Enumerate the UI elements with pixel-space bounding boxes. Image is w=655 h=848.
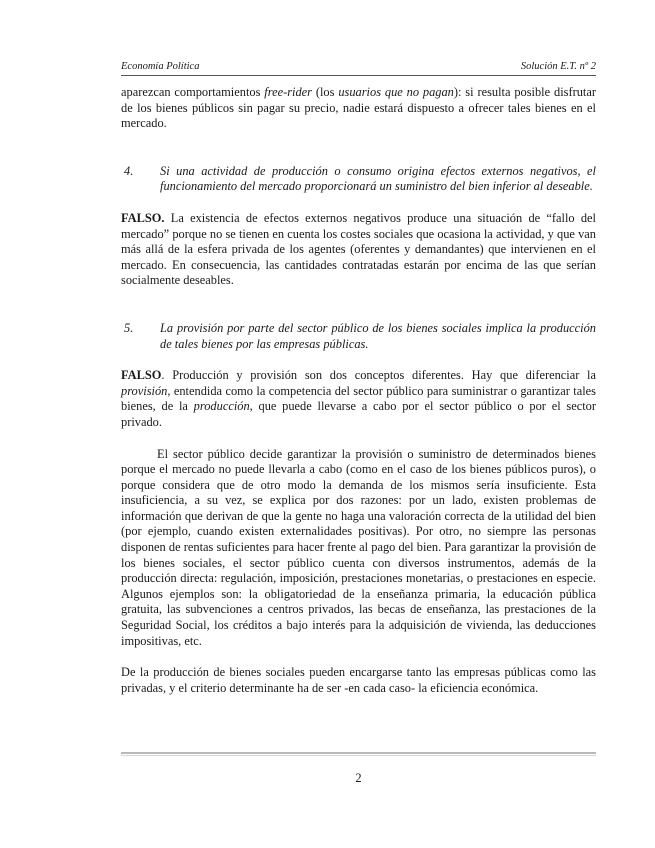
intro-paragraph — [121, 85, 596, 132]
intro-term-free-rider: free-rider — [264, 85, 312, 99]
q5-term-produccion: producción — [193, 399, 250, 414]
question-4-statement — [121, 164, 596, 195]
document-body — [121, 85, 596, 696]
intro-text-3: ): si resulta posible disfrutar de los bienes públicos sin pagar su precio, nadie estará dispuesto a ofrecer tales bienes en el mercado. — [121, 85, 596, 131]
q5-term-provision: provisión — [121, 383, 168, 398]
footer-rule-light — [121, 755, 596, 756]
question-5-verdict: FALSO — [121, 368, 162, 383]
question-4-text: Si una actividad de producción o consumo origina efectos externos negativos, el funcionamiento del mercado proporcionará un suministro del bien inferior al deseable. — [160, 163, 596, 194]
question-4-answer — [121, 211, 596, 289]
q5-answer-text-1: . Producción y provisión son dos conceptos diferentes. Hay que diferenciar la — [161, 368, 596, 383]
question-5-number: 5. — [124, 320, 134, 335]
intro-text-1: aparezcan comportamientos — [121, 85, 265, 99]
question-5-answer — [121, 368, 596, 430]
header-solution-label: Solución E.T. nº 2 — [520, 61, 596, 72]
question-4-verdict: FALSO. — [121, 210, 165, 225]
question-5-paragraph-2: El sector público decide garantizar la provisión o suministro de determinados bienes porque el mercado no puede llevarla a cabo (como en el caso de los bienes públicos puros), o porque considera que de otro modo la demanda de los mismos sería insuficiente. Esta insuficiencia, a su vez, se explica por dos razones: por un lado, existen problemas de información que derivan de que la gente no haga una valoración correcta de la utilidad del bien (por ejemplo, cuando existen externalidades positivas). Por otro, no siempre las personas disponen de rentas suficientes para hacer frente al pago del bien. Para garantizar la provisión de los bienes sociales, el sector público cuenta con diversos instrumentos, además de la producción directa: regulación, imposición, prestaciones monetarias, o prestaciones en especie. Algunos ejemplos son: la obligatoriedad de la enseñanza primaria, la educación pública gratuita, las subvenciones a centros privados, las becas de enseñanza, las prestaciones de la Seguridad Social, los créditos a bajo interés para la adquisición de vivienda, las deducciones impositivas, etc. — [121, 446, 596, 648]
question-5-paragraph-3: De la producción de bienes sociales pueden encargarse tanto las empresas públicas como las privadas, y el criterio determinante ha de ser -en cada caso- la eficiencia económica. — [121, 665, 596, 695]
q5-answer-text-2: , entendida como la competencia del sector público para suministrar o garantizar tales bienes, de la — [121, 383, 596, 414]
page-number: 2 — [355, 771, 362, 785]
footer-rule — [121, 752, 596, 754]
intro-text-2: (los — [312, 85, 339, 99]
question-5-text: La provisión por parte del sector público de los bienes sociales implica la producción de tales bienes por las empresas públicas. — [160, 320, 596, 351]
header-rule — [121, 75, 596, 76]
header-course-title: Economía Política — [121, 61, 200, 72]
q5-answer-text-3: , que puede llevarse a cabo por el sector público o por el sector privado. — [121, 399, 596, 429]
page-header — [121, 61, 596, 72]
question-4-answer-text: La existencia de efectos externos negativos produce una situación de “fallo del mercado” porque no se tienen en cuenta los costes sociales que ocasiona la actividad, y que van más allá de la esfera privada de los agentes (oferentes y demandantes) que intervienen en el mercado. En consecuencia, las cantidades contratadas estarán por encima de las que serían socialmente deseables. — [121, 210, 596, 288]
question-5-statement — [121, 321, 596, 352]
intro-term-users: usuarios que no pagan — [338, 85, 454, 99]
question-4-number: 4. — [124, 163, 134, 178]
